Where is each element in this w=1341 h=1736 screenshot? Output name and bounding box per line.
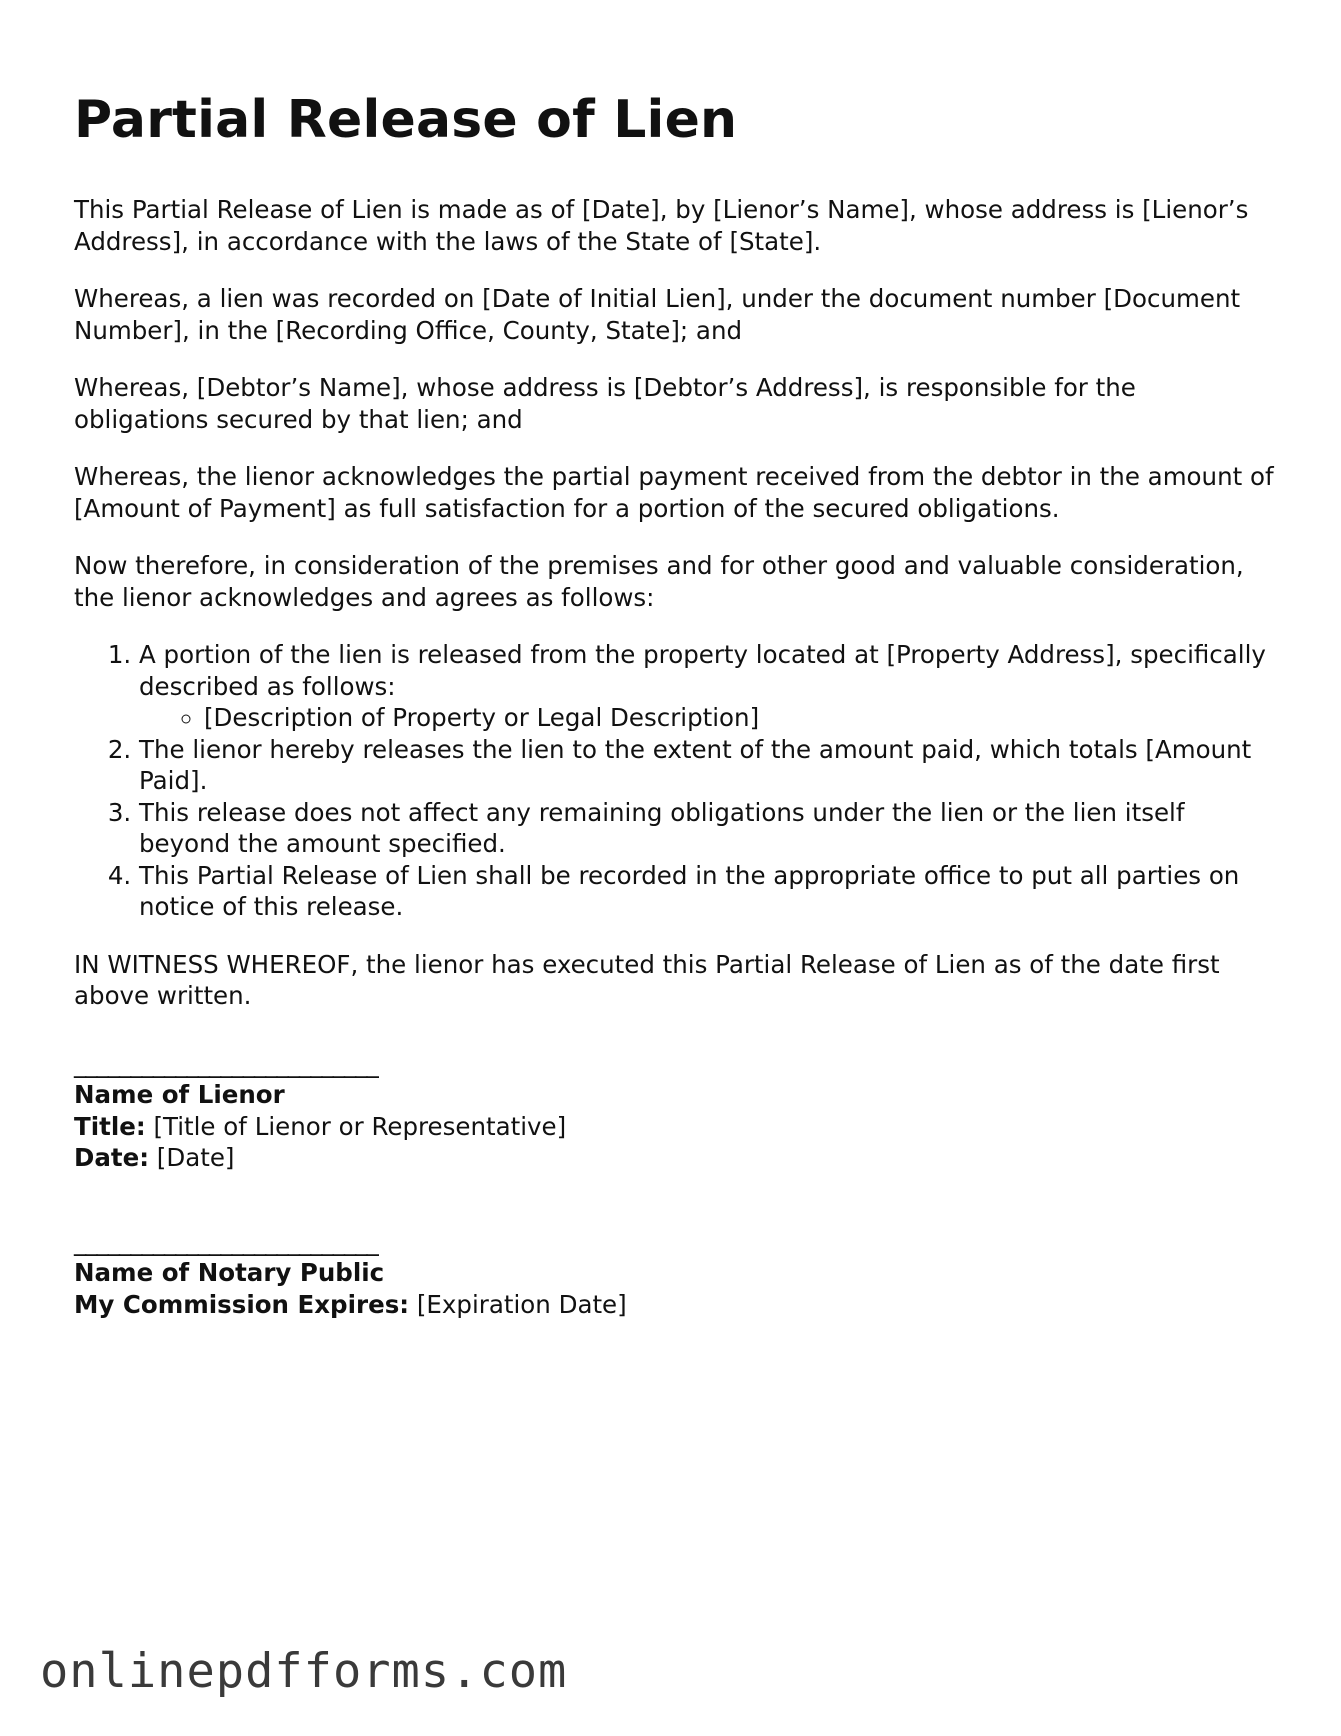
whereas-debtor-paragraph: Whereas, [Debtor’s Name], whose address is [Debtor’s Address], is responsible for the obligations secured by that lien; and [74, 373, 1136, 434]
witness-paragraph: IN WITNESS WHEREOF, the lienor has executed this Partial Release of Lien as of the date first above written. [74, 949, 1220, 1010]
date-label: Date: [74, 1143, 149, 1172]
list-item: 4. This Partial Release of Lien shall be recorded in the appropriate office to put all parties on notice of this release. [139, 860, 1274, 923]
commission-expires-label: My Commission Expires: [74, 1289, 410, 1319]
notary-name-label: Name of Notary Public [74, 1258, 385, 1287]
intro-paragraph: This Partial Release of Lien is made as of [Date], by [Lienor’s Name], whose address is [Lienor’s Address], in accordance with the laws of the State of [State]. [74, 195, 1249, 256]
document-title: Partial Release of Lien [74, 90, 738, 150]
title-label: Title: [74, 1111, 146, 1141]
sub-list-item: ◦ [Description of Property or Legal Description] [204, 702, 1274, 734]
document-page [74, 88, 1274, 1320]
list-item: 2. The lienor hereby releases the lien to the extent of the amount paid, which totals [Amount Paid]. [139, 734, 1274, 797]
list-item-text: A portion of the lien is released from the property located at [Property Address], specifically described as follows: [139, 640, 1266, 701]
date-value: [Date] [156, 1143, 235, 1172]
watermark: onlinepdfforms.com [40, 1644, 568, 1699]
notary-signature-block [74, 1226, 1274, 1321]
whereas-lien-paragraph: Whereas, a lien was recorded on [Date of Initial Lien], under the document number [Document Number], in the [Recording Office, County, State]; and [74, 284, 1241, 345]
lienor-name-label: Name of Lienor [74, 1080, 285, 1109]
title-value: [Title of Lienor or Representative] [153, 1111, 567, 1141]
list-item: 3. This release does not affect any remaining obligations under the lien or the lien itself beyond the amount specified. [139, 797, 1274, 860]
list-item [139, 639, 1274, 734]
signature-line: ___________________________ [74, 1048, 378, 1078]
whereas-payment-paragraph: Whereas, the lienor acknowledges the partial payment received from the debtor in the amount of [Amount of Payment] as full satisfaction for a portion of the secured obligations. [74, 462, 1274, 523]
commission-expires-value: [Expiration Date] [416, 1289, 627, 1319]
now-therefore-paragraph: Now therefore, in consideration of the premises and for other good and valuable consideration, the lienor acknowledges and agrees as follows: [74, 551, 1244, 612]
signature-line: ___________________________ [74, 1226, 378, 1256]
sub-list [139, 702, 1274, 734]
lienor-signature-block [74, 1048, 1274, 1174]
terms-list [74, 639, 1274, 923]
